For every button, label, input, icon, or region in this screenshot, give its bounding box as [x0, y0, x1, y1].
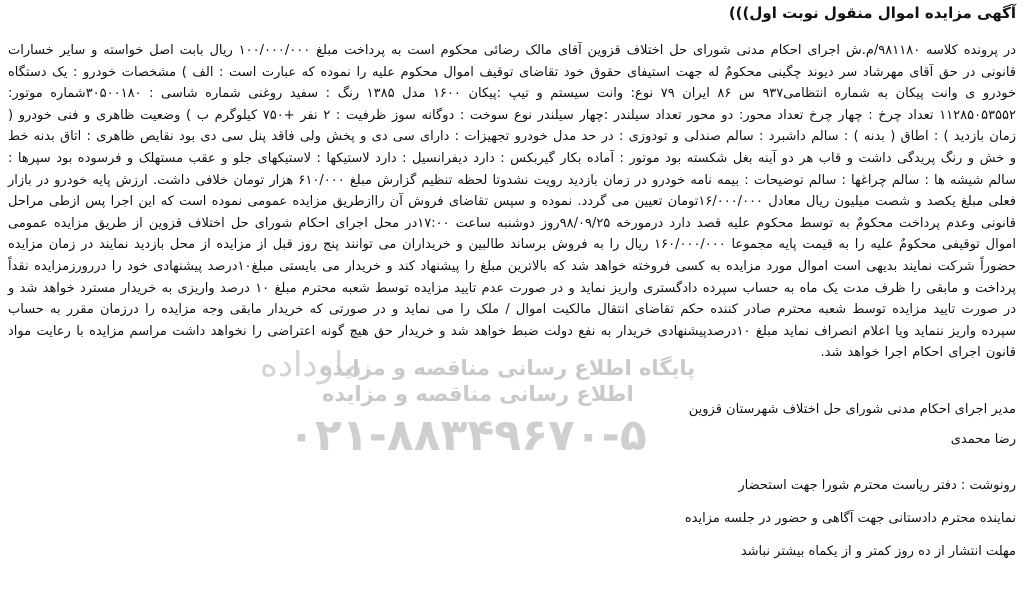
carbon-copy-1: رونوشت : دفتر ریاست محترم شورا جهت استحضار — [738, 478, 1016, 493]
notice-title: آگهی مزایده اموال منقول نوبت اول))) — [728, 4, 1016, 22]
watermark-phone: ۰۲۱-۸۸۳۴۹۶۷۰-۵ — [288, 410, 647, 461]
watermark-logo: ماوداده — [260, 345, 363, 385]
signer-title: مدیر اجرای احکام مدنی شورای حل اختلاف شهرستان قزوین — [688, 402, 1016, 417]
notice-body: در پرونده کلاسه ۹۸۱۱۸۰/م.ش اجرای احکام مدنی شورای حل اختلاف قزوین آقای مالک رضائی محکوم است به پرداخت مبلغ ۱۰۰/۰۰۰/۰۰۰ ریال بابت اصل خواسته و سایر خسارات قانونی در حق آقای مهرشاد سر دیوند چگینی محکومٌ له جهت استیفای حقوق خود تقاضای توقیف اموال محکوم علیه را نموده که عبارت است : الف ) مشخصات خودرو : یک دستگاه خودرو ی وانت پیکان به شماره انتظامی۹۳۷ س ۸۶ ایران ۷۹ نوع: وانت سیستم و تیپ :پیکان ۱۶۰۰ مدل ۱۳۸۵ رنگ : سفید روغنی شماره شاسی : ۳۰۵۰۰۱۸۰شماره موتور: ۱۱۲۸۵۰۵۳۵۵۲ تعداد چرخ : چهار چرخ تعداد محور: دو محور تعداد سیلندر :چهار سیلندر نوع سوخت : دوگانه سوز ظرفیت : ۲ نفر +۷۵۰ کیلوگرم ب ) وضعیت ظاهری و فنی خودرو ( زمان بازدید ) : اطاق ( بدنه ) : سالم داشبرد : سالم صندلی و تودوزی : در حد مدل خودرو تجهیزات : دارای سی دی و پخش ولی فاقد پنل سی دی بود نقایص ظاهری : اتاق بدنه خط و خش و رنگ پریدگی داشت و قاب هر دو آینه بغل شکسته بود موتور : آماده بکار گیربکس : دارد دیفرانسیل : دارد لاستیکها : لاستیکهای جلو و عقب مستهلک و فرسوده بود سپرها : سالم شیشه ها : سالم چراغها : سالم توضیحات : بیمه نامه خودرو در زمان بازدید رویت نشدوتا لحظه تنظیم گزارش مبلغ ۶۱۰/۰۰۰ هزار تومان خلافی داشت. ارزش پایه خودرو در بازار فعلی مبلغ یکصد و شصت میلیون ریال معادل ۱۶/۰۰۰/۰۰۰تومان تعیین می گردد. نموده و سپس تقاضای فروش آن رااز‌طریق مزایده عمومی نموده است که این اجرا پس ازطی مراحل قانونی وعدم پرداخت محکومٌ به توسط محکوم علیه قصد دارد درمورخه ۹۸/۰۹/۲۵روز دوشنبه ساعت ۱۷:۰۰در محل اجرای احکام شورای حل اختلاف قزوین از طریق مزایده عمومی اموال توقیفی محکومٌ علیه را به قیمت پایه مجموعا ۱۶۰/۰۰۰/۰۰۰ ریال را به فروش برساند طالبین و خریداران می توانند پنج روز قبل از مزایده از محل بازدید نمایند در زمان مزایده حضوراً شرکت نمایند بدیهی است اموال مورد مزایده به کسی فروخته خواهد شد که بالاترین مبلغ را پیشنهاد کند و خریدار می بایستی مبلغ۱۰درصد پیشنهادی خود را دررورزمزایده نقداً پرداخت و مابقی را ظرف مدت یک ماه به حساب سپرده دادگستری واریز نماید و در صورت عدم تایید مزایده توسط شعبه محترم مبلغ ۱۰ درصد واریزی به خریدار مسترد خواهد شد و در صورت تایید مزایده توسط شعبه محترم صادر کننده حکم تقاضای انتقال مالکیت اموال / ملک را می نماید و در صورتی که خریدار مابقی وجه مزایده را درزمان مقرر به حساب سپرده واریز ننماید ویا اعلام انصراف نماید مبلغ ۱۰درصدپیشنهادی خریدار به نفع دولت ضبط خواهد شد و خریدار حق هیچ گونه اعتراضی را نخواهد داشت مراسم مزایده با رعایت مواد قانون اجرای احکام اجرا خواهد شد. — [8, 43, 1017, 361]
carbon-copy-2: نماینده محترم دادستانی جهت آگاهی و حضور در جلسه مزایده — [684, 511, 1016, 526]
publication-note: مهلت انتشار از ده روز کمتر و از یکماه بیشتر نباشد — [740, 544, 1016, 559]
watermark-line-2: اطلاع رسانی مناقصه و مزایده — [322, 382, 634, 406]
watermark-line-1: پایگاه اطلاع رسانی مناقصه و مزایده — [320, 356, 696, 380]
signer-name: رضا محمدی — [950, 432, 1016, 447]
